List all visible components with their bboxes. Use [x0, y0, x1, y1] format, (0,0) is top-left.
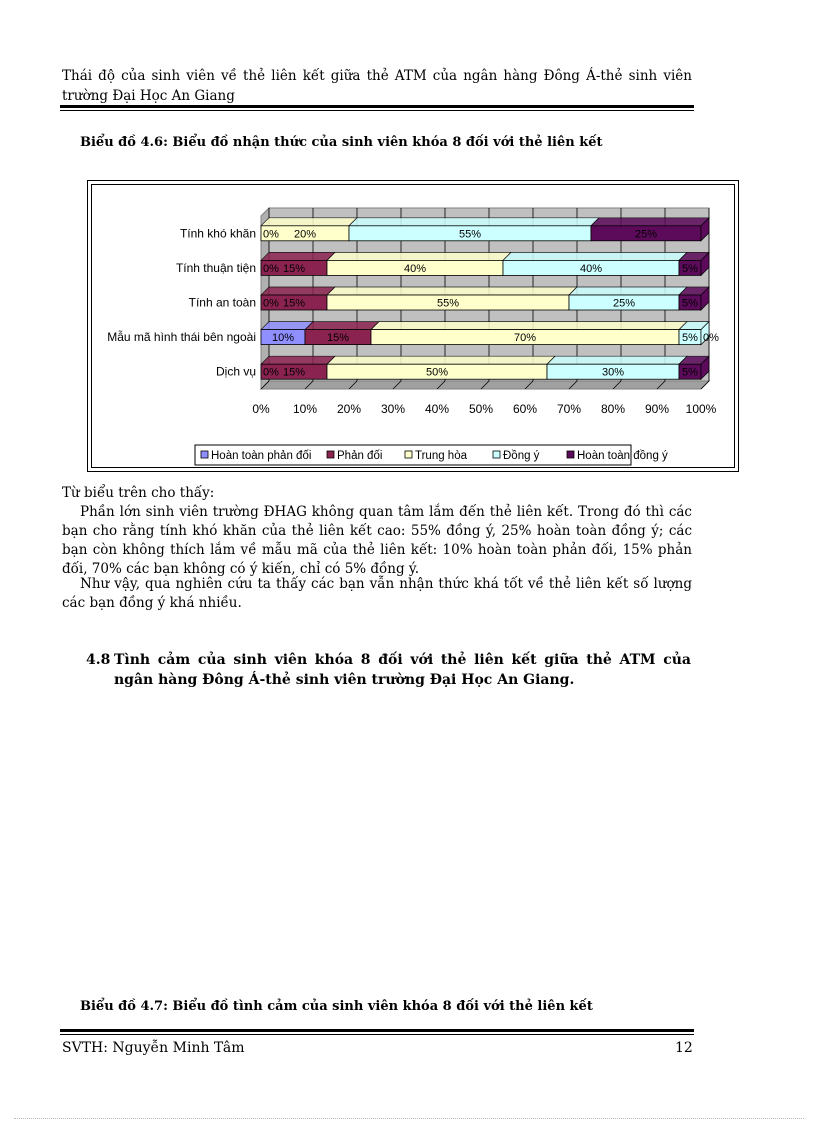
- x-tick-label: 100%: [685, 402, 717, 416]
- data-label: 15%: [326, 332, 350, 345]
- running-header: Thái độ của sinh viên về thẻ liên kết giữa thẻ ATM của ngân hàng Đông Á-thẻ sinh viên trường Đại Học An Giang: [62, 68, 692, 104]
- chart-frame: [87, 180, 739, 472]
- category-label: Tính thuận tiện: [175, 260, 256, 275]
- legend-label: Phản đối: [337, 450, 383, 462]
- data-label: 0%: [263, 228, 279, 241]
- legend-swatch: [493, 451, 500, 458]
- x-tick-label: 0%: [252, 402, 270, 416]
- footer-rule-thin: [60, 1034, 694, 1035]
- legend-label: Hoàn toàn đồng ý: [577, 450, 668, 462]
- category-label: Dịch vụ: [215, 364, 256, 379]
- legend-swatch: [201, 451, 208, 458]
- data-label: 0%: [263, 297, 279, 310]
- data-label: 40%: [579, 262, 603, 275]
- bar-top-face: [569, 287, 687, 295]
- data-label: 15%: [282, 297, 306, 310]
- x-tick-label: 60%: [512, 402, 538, 416]
- data-label: 25%: [612, 297, 636, 310]
- data-label: 55%: [458, 228, 482, 241]
- data-label: 70%: [513, 332, 537, 345]
- data-label: 40%: [403, 262, 427, 275]
- bar-top-face: [261, 356, 335, 364]
- bar-top-face: [305, 322, 379, 330]
- data-label: 55%: [436, 297, 460, 310]
- page-edge-dotted: [14, 1118, 804, 1119]
- data-label: 0%: [263, 262, 279, 275]
- figure-caption-4-6: Biểu đồ 4.6: Biểu đồ nhận thức của sinh viên khóa 8 đối với thẻ liên kết: [80, 135, 603, 150]
- bar-top-face: [327, 287, 577, 295]
- intro-text: Từ biểu trên cho thấy:: [62, 485, 215, 501]
- bar-top-face: [327, 356, 555, 364]
- bar-top-face: [371, 322, 687, 330]
- paragraph-2: Như vậy, qua nghiên cứu ta thấy các bạn vẫn nhận thức khá tốt về thẻ liên kết số lượng các bạn đồng ý khá nhiều.: [62, 576, 692, 611]
- header-rule-thick: [60, 105, 694, 108]
- page-number: 12: [675, 1040, 693, 1056]
- footer-rule-thick: [60, 1029, 694, 1032]
- section-title: Tình cảm của sinh viên khóa 8 đối với thẻ liên kết giữa thẻ ATM của ngân hàng Đông Á-thẻ sinh viên trường Đại Học An Giang.: [114, 652, 691, 688]
- x-tick-label: 50%: [468, 402, 494, 416]
- figure-caption-4-7: Biểu đồ 4.7: Biểu đồ tình cảm của sinh viên khóa 8 đối với thẻ liên kết: [80, 999, 593, 1014]
- footer-author: SVTH: Nguyễn Minh Tâm: [62, 1040, 245, 1056]
- x-tick-label: 40%: [424, 402, 450, 416]
- legend-swatch: [327, 451, 334, 458]
- data-label: 50%: [425, 366, 449, 379]
- section-heading: [86, 650, 691, 690]
- x-tick-label: 10%: [292, 402, 318, 416]
- legend-swatch: [405, 451, 412, 458]
- bar-top-face: [349, 218, 599, 226]
- data-label: 5%: [682, 332, 698, 345]
- data-label: 30%: [601, 366, 625, 379]
- x-tick-label: 20%: [336, 402, 362, 416]
- category-label: Tính khó khăn: [179, 226, 256, 241]
- bar-top-face: [261, 252, 335, 260]
- data-label: 0%: [263, 366, 279, 379]
- data-label: 25%: [634, 228, 658, 241]
- section-number: 4.8: [86, 652, 111, 668]
- data-label: 5%: [682, 262, 698, 275]
- x-tick-label: 80%: [600, 402, 626, 416]
- data-label: 5%: [682, 366, 698, 379]
- legend-label: Trung hòa: [415, 450, 467, 462]
- bar-top-face: [261, 287, 335, 295]
- bar-top-face: [327, 252, 511, 260]
- category-label: Tính an toàn: [188, 295, 256, 310]
- data-label: 20%: [293, 228, 317, 241]
- legend-label: Hoàn toàn phản đối: [211, 450, 312, 462]
- legend-swatch: [567, 451, 574, 458]
- bar-top-face: [591, 218, 709, 226]
- data-label: 15%: [282, 262, 306, 275]
- header-rule-thin: [60, 110, 694, 111]
- bar-top-face: [547, 356, 687, 364]
- x-tick-label: 30%: [380, 402, 406, 416]
- bar-top-face: [261, 218, 357, 226]
- bar-top-face: [261, 322, 313, 330]
- paragraph-1: Phần lớn sinh viên trường ĐHAG không quan tâm lắm đến thẻ liên kết. Trong đó thì các bạn cho rằng tính khó khăn của thẻ liên kết cao: 55% đồng ý, 25% hoàn toàn đồng ý; các bạn còn không thích lắm về mẫu mã của thẻ liên kết: 10% hoàn toàn phản đối, 15% phản đối, 70% các bạn không có ý kiến, chỉ có 5% đồng ý.: [62, 504, 692, 577]
- data-label: 5%: [682, 297, 698, 310]
- legend-label: Đồng ý: [503, 450, 540, 462]
- data-label: 15%: [282, 366, 306, 379]
- data-label: 0%: [703, 332, 719, 345]
- x-tick-label: 70%: [556, 402, 582, 416]
- stacked-bar-chart: [88, 181, 738, 471]
- bar-top-face: [503, 252, 687, 260]
- category-label: Mẫu mã hình thái bên ngoài: [107, 330, 256, 345]
- data-label: 10%: [271, 332, 295, 345]
- x-tick-label: 90%: [644, 402, 670, 416]
